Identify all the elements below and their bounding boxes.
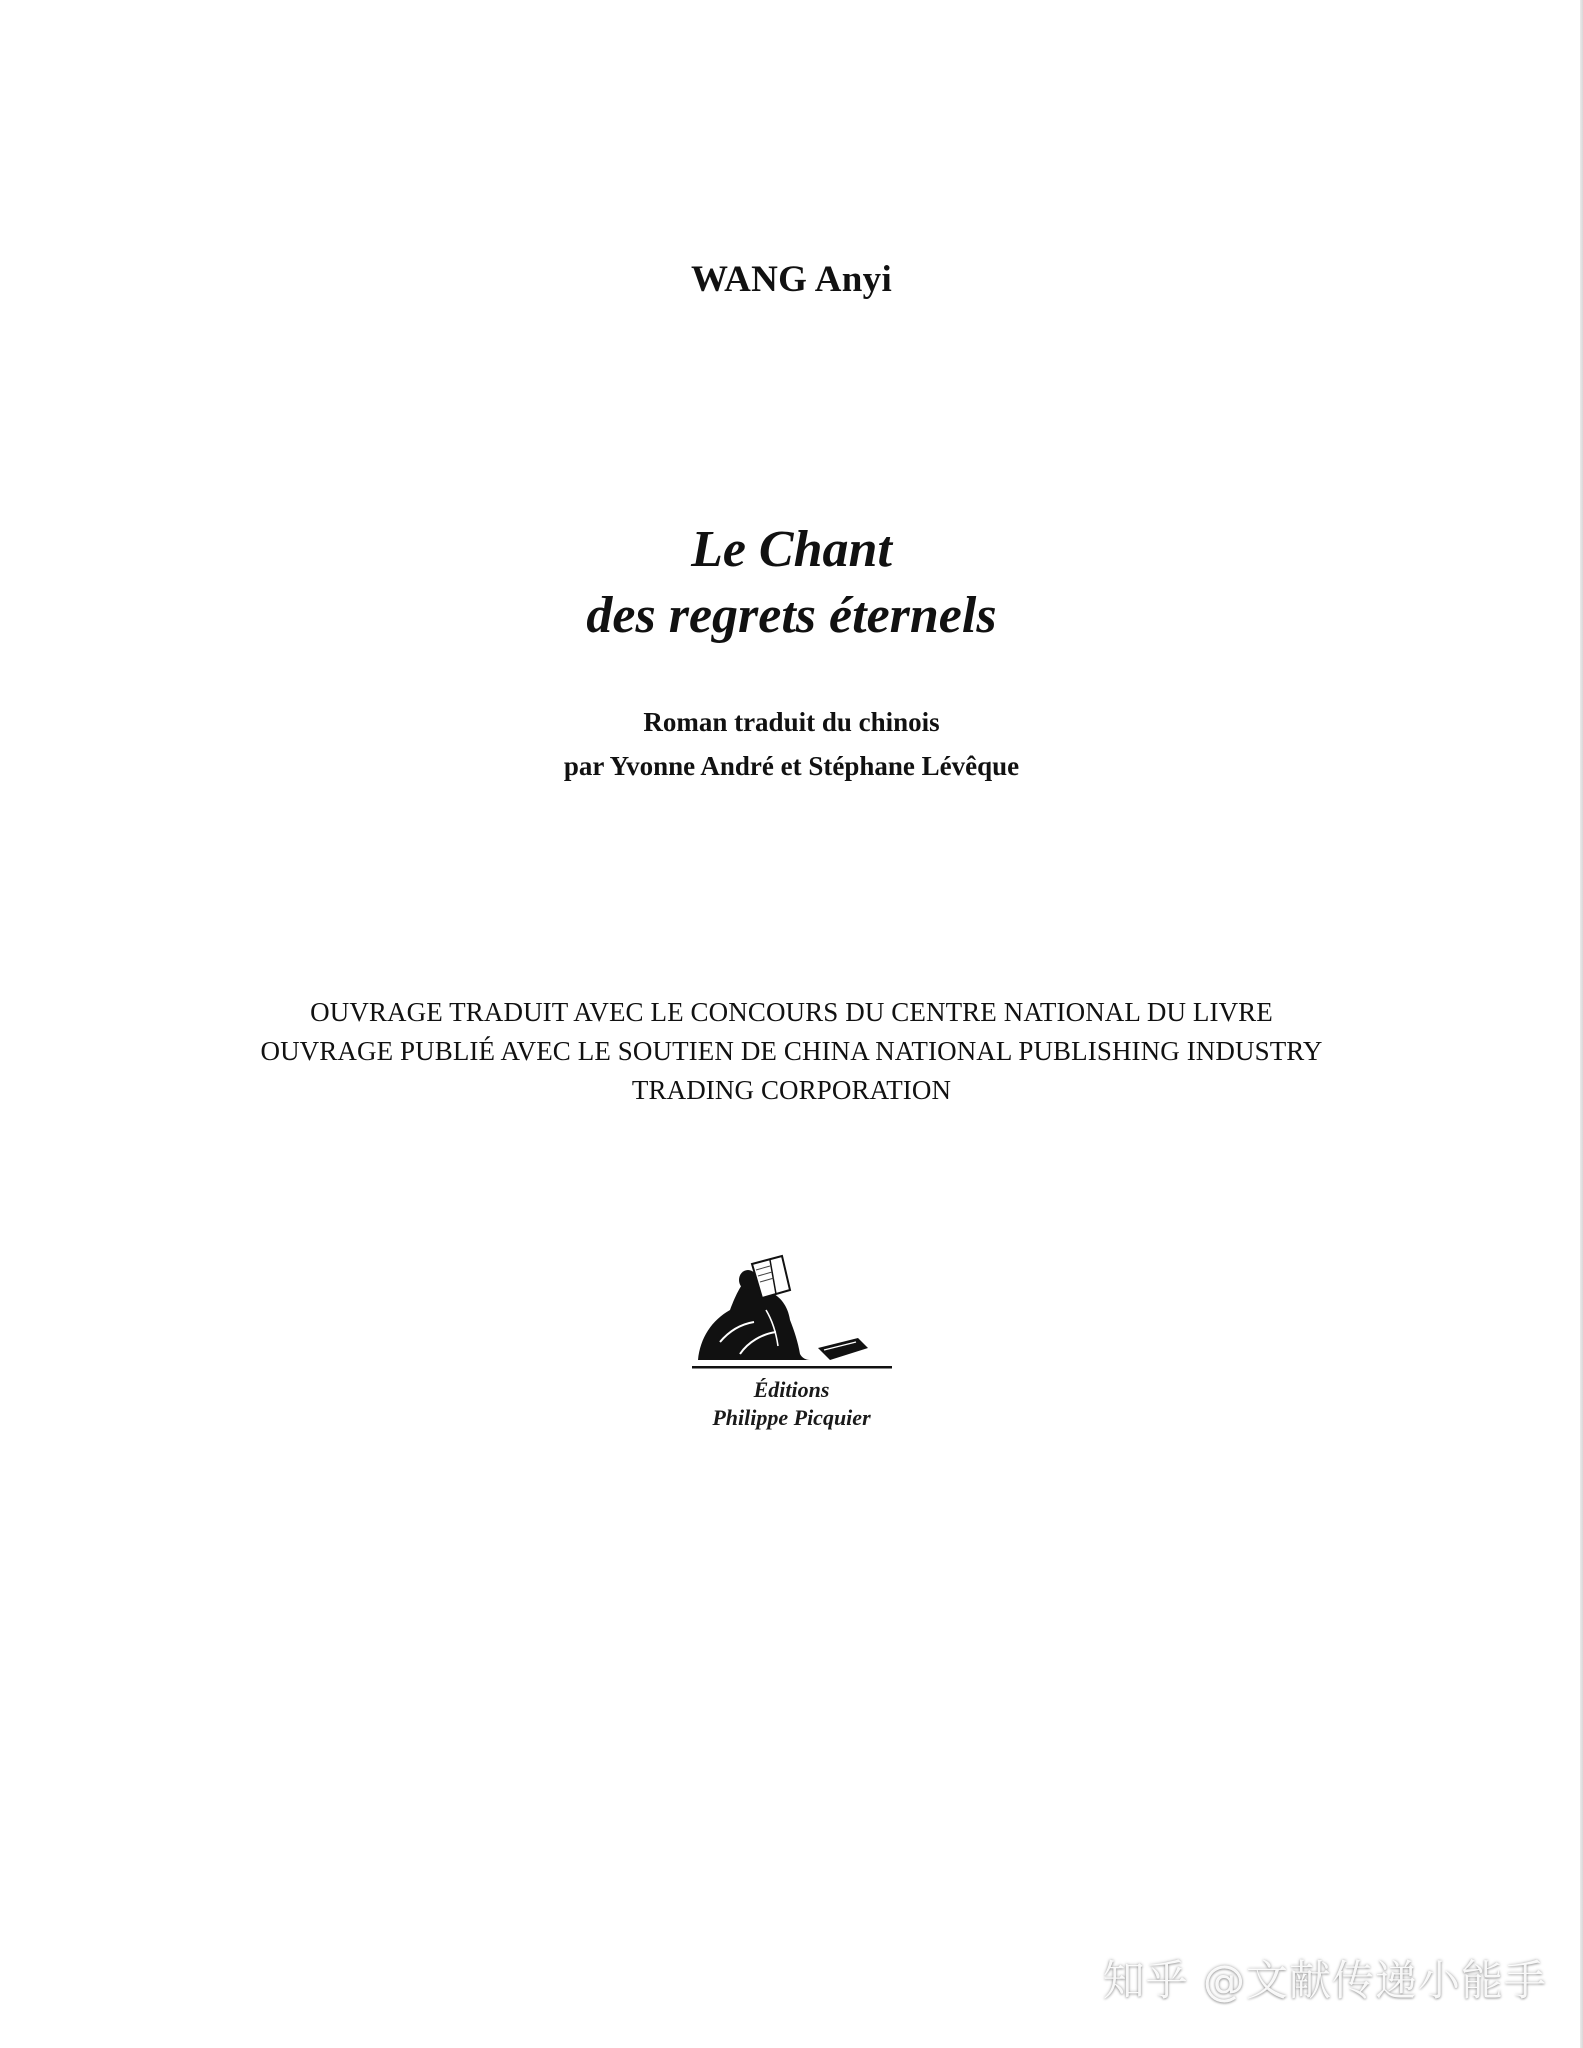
subtitle-line-1: Roman traduit du chinois [643, 707, 940, 737]
notice-line-3: TRADING CORPORATION [631, 1075, 952, 1105]
book-title [0, 517, 1583, 649]
translation-credit [0, 700, 1583, 788]
notice-line-2: OUVRAGE PUBLIÉ AVEC LE SOUTIEN DE CHINA NATIONAL PUBLISHING INDUSTRY [260, 1036, 1323, 1066]
publisher-name [0, 1376, 1583, 1432]
author-name: WANG Anyi [690, 259, 893, 300]
title-line-2: des regrets éternels [586, 587, 997, 644]
publisher-line-1: Éditions [753, 1377, 830, 1402]
publisher-line-2: Philippe Picquier [712, 1405, 871, 1430]
reading-figure-icon [690, 1250, 895, 1385]
watermark-text: 知乎 @文献传递小能手 [1102, 1956, 1547, 2005]
support-notice [0, 993, 1583, 1110]
notice-line-1: OUVRAGE TRADUIT AVEC LE CONCOURS DU CENTRE NATIONAL DU LIVRE [310, 997, 1273, 1027]
title-line-1: Le Chant [691, 521, 892, 578]
subtitle-line-2: par Yvonne André et Stéphane Lévêque [563, 751, 1020, 781]
